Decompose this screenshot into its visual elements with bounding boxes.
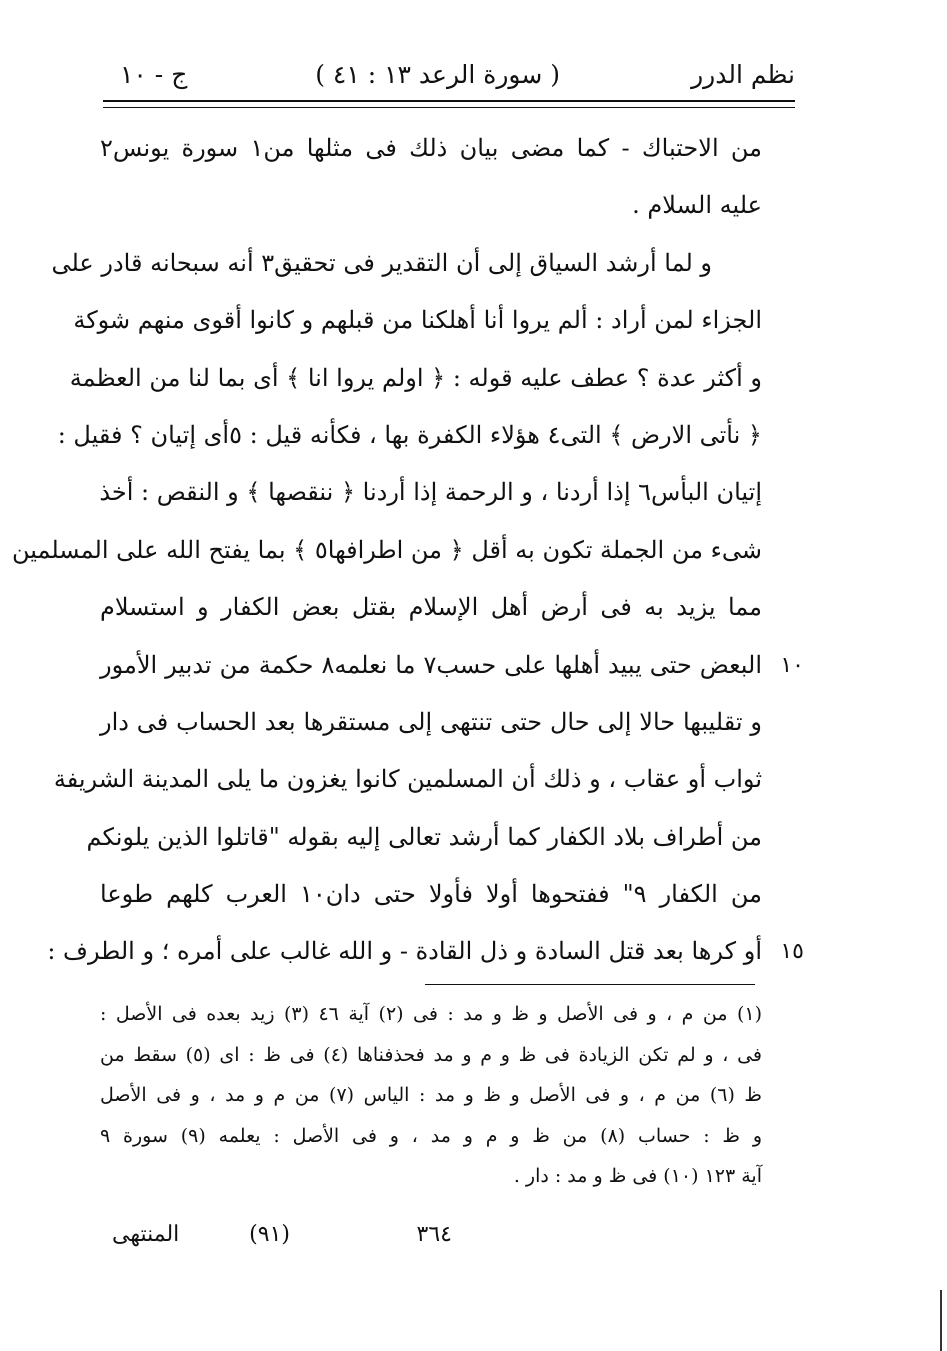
header-rule-thin xyxy=(103,107,795,108)
text-line: الجزاء لمن أراد : ألم يروا أنا أهلكنا من قبلهم و كانوا أقوى منهم شوكة xyxy=(73,306,762,335)
text-line: و أكثر عدة ؟ عطف عليه قوله : ﴿ اولم يروا انا ﴾ أى بما لنا من العظمة xyxy=(69,363,762,392)
footnote-separator xyxy=(425,984,755,985)
line-number-15: ١٥ xyxy=(780,939,804,965)
main-text xyxy=(11,120,804,981)
text-line: ثواب أو عقاب ، و ذلك أن المسلمين كانوا يغزون ما يلى المدينة الشريفة xyxy=(53,765,762,794)
reading-mark: المنتهى xyxy=(112,1222,180,1247)
volume-number: ج - ١٠ xyxy=(120,60,188,89)
text-line: شىء من الجملة تكون به أقل ﴿ من اطرافها٥ ﴾ بما يفتح الله على المسلمين xyxy=(11,535,762,564)
text-line: مما يزيد به فى أرض أهل الإسلام بقتل بعض الكفار و استسلام xyxy=(100,593,762,622)
signature-mark: (٩١) xyxy=(249,1222,290,1247)
text-line: من أطراف بلاد الكفار كما أرشد تعالى إليه بقوله "قاتلوا الذين يلونكم xyxy=(86,822,762,851)
header-rule-thick xyxy=(103,100,795,102)
page-footer xyxy=(100,1222,660,1262)
text-line-content: البعض حتى يبيد أهلها على حسب٧ ما نعلمه٨ حكمة من تدبير الأمور xyxy=(100,650,762,679)
footnote-line: ظ (٦) من م ، و فى الأصل و ظ و مد : الياس (٧) من م و مد ، و فى الأصل xyxy=(100,1084,762,1106)
running-header xyxy=(100,56,795,98)
text-line: و لما أرشد السياق إلى أن التقدير فى تحقيق٣ أنه سبحانه قادر على xyxy=(51,248,712,277)
page-number: ٣٦٤ xyxy=(416,1222,452,1247)
book-title: نظم الدرر xyxy=(691,60,795,89)
text-line-content: أو كرها بعد قتل السادة و ذل القادة - و الله غالب على أمره ؛ و الطرف : xyxy=(47,937,762,966)
scan-edge-line xyxy=(940,1290,942,1351)
text-line: من الاحتباك - كما مضى بيان ذلك فى مثلها من١ سورة يونس٢ xyxy=(100,134,762,162)
footnote-line: (١) من م ، و فى الأصل و ظ و مد : فى (٢) آية ٤٦ (٣) زيد بعده فى الأصل : xyxy=(100,1003,763,1025)
text-line: ﴿ نأتى الارض ﴾ التى٤ هؤلاء الكفرة بها ، فكأنه قيل : ٥أى إتيان ؟ فقيل : xyxy=(57,420,762,449)
text-line: و تقليبها حالا إلى حال حتى تنتهى إلى مستقرها بعد الحساب فى دار xyxy=(100,707,762,736)
text-line-10 xyxy=(100,637,804,694)
text-line-15 xyxy=(47,923,804,980)
text-line: من الكفار ٩" ففتحوها أولا فأولا حتى دان١٠ العرب كلهم طوعا xyxy=(100,880,762,909)
text-line: إتيان البأس٦ إذا أردنا ، و الرحمة إذا أردنا ﴿ ننقصها ﴾ و النقص : أخذ xyxy=(99,478,762,507)
footnotes xyxy=(100,994,762,1197)
line-number-10: ١٠ xyxy=(780,652,804,678)
footnote-line: فى ، و لم تكن الزيادة فى ظ و م و مد فحذفناها (٤) فى ظ : اى (٥) سقط من xyxy=(100,1043,762,1066)
text-line: عليه السلام . xyxy=(632,191,762,220)
surah-reference: ( سورة الرعد ١٣ : ٤١ ) xyxy=(315,60,560,89)
footnote-line: و ظ : حساب (٨) من ظ و م و مد ، و فى الأصل : يعلمه (٩) سورة ٩ xyxy=(100,1124,763,1147)
footnote-line: آية ١٢٣ (١٠) فى ظ و مد : دار . xyxy=(513,1165,762,1187)
